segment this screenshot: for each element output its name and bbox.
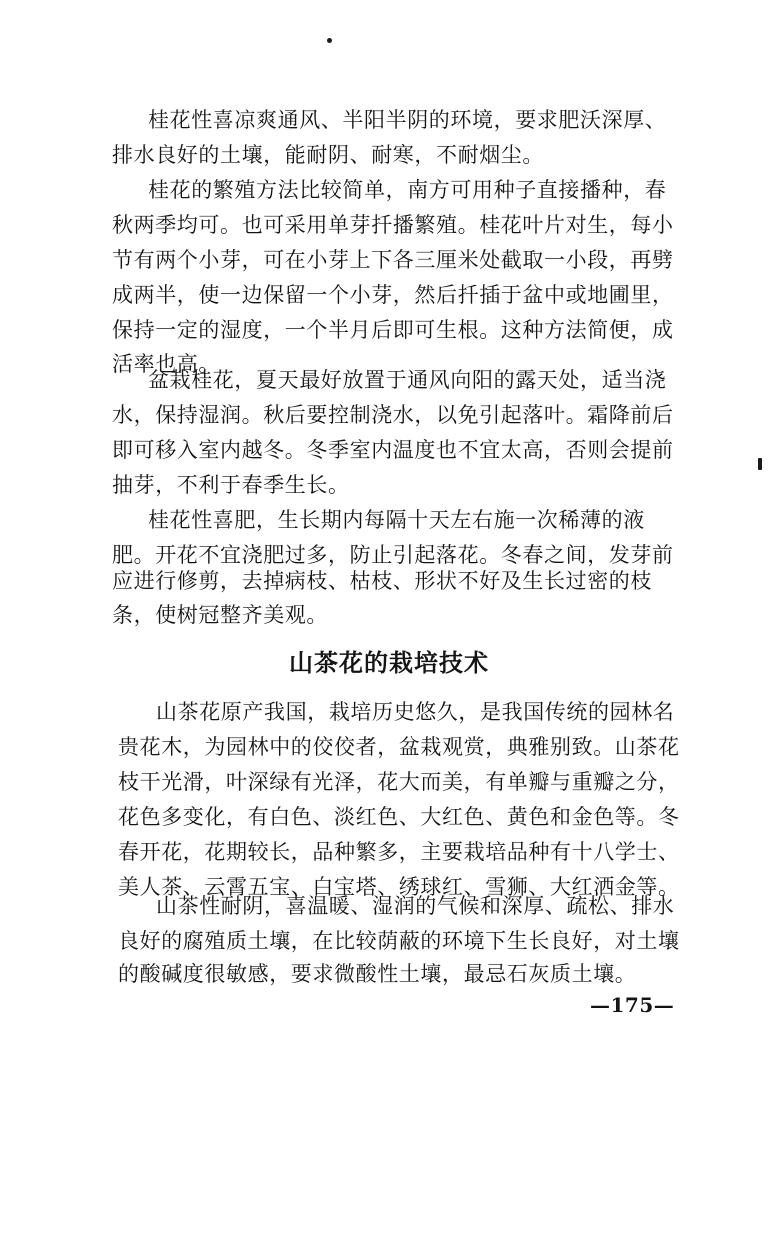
page-number: —175— xyxy=(590,993,675,1017)
text-line: 桂花性喜凉爽通风、半阳半阴的环境，要求肥沃深厚、 xyxy=(148,108,667,132)
text-line: 抽芽，不利于春季生长。 xyxy=(112,473,350,497)
text-line: 的酸碱度很敏感，要求微酸性土壤，最忌石灰质土壤。 xyxy=(118,962,637,986)
text-line: 节有两个小芽，可在小芽上下各三厘米处截取一小段，再劈 xyxy=(112,248,674,272)
text-line: 枝干光滑，叶深绿有光泽，花大而美，有单瓣与重瓣之分， xyxy=(118,770,680,794)
print-speck xyxy=(758,458,762,470)
text-line: 排水良好的土壤，能耐阴、耐寒，不耐烟尘。 xyxy=(112,143,544,167)
text-line: 桂花的繁殖方法比较简单，南方可用种子直接播种，春 xyxy=(148,178,667,202)
text-line: 成两半，使一边保留一个小芽，然后扦插于盆中或地圃里， xyxy=(112,283,674,307)
text-line: 肥。开花不宜浇肥过多，防止引起落花。冬春之间，发芽前 xyxy=(112,543,674,567)
text-line: 春开花，花期较长，品种繁多，主要栽培品种有十八学士、 xyxy=(118,840,680,864)
text-line: 花色多变化，有白色、淡红色、大红色、黄色和金色等。冬 xyxy=(118,805,680,829)
text-line: 应进行修剪，去掉病枝、枯枝、形状不好及生长过密的枝 xyxy=(112,569,652,593)
text-line: 桂花性喜肥，生长期内每隔十天左右施一次稀薄的液 xyxy=(148,508,645,532)
text-line: 秋两季均可。也可采用单芽扦播繁殖。桂花叶片对生，每小 xyxy=(112,213,674,237)
text-line: 水，保持湿润。秋后要控制浇水，以免引起落叶。霜降前后 xyxy=(112,403,674,427)
text-line: 盆栽桂花，夏天最好放置于通风向阳的露天处，适当浇 xyxy=(148,368,667,392)
text-line: 贵花木，为园林中的佼佼者，盆栽观赏，典雅别致。山茶花 xyxy=(118,735,680,759)
text-line: 良好的腐殖质土壤，在比较荫蔽的环境下生长良好，对土壤 xyxy=(118,929,680,953)
section-heading: 山茶花的栽培技术 xyxy=(289,648,489,677)
text-line: 美人茶、云霄五宝、白宝塔、绣球红、雪狮、大红洒金等。 xyxy=(118,875,680,899)
text-line: 山茶性耐阴，喜温暖、湿润的气候和深厚、疏松、排水 xyxy=(156,894,675,918)
text-line: 保持一定的湿度，一个半月后即可生根。这种方法简便，成 xyxy=(112,318,674,342)
text-line: 山茶花原产我国，栽培历史悠久，是我国传统的园林名 xyxy=(156,700,675,724)
text-line: 即可移入室内越冬。冬季室内温度也不宜太高，否则会提前 xyxy=(112,438,674,462)
print-speck xyxy=(327,38,332,43)
text-line: 条，使树冠整齐美观。 xyxy=(112,603,328,627)
text-line: 活率也高。 xyxy=(112,352,220,376)
